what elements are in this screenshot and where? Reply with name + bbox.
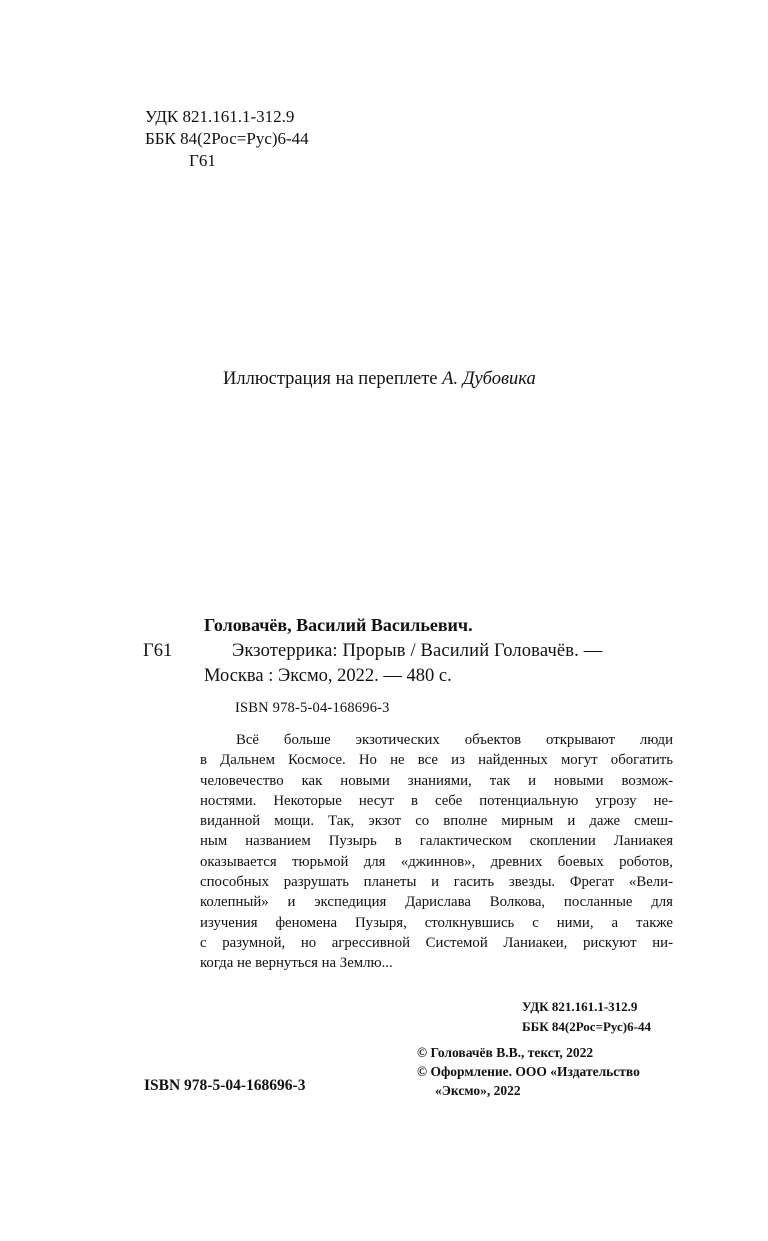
annotation-line: человечество как новыми знаниями, так и новыми возмож-: [200, 772, 673, 789]
annotation-line: ным названием Пузырь в галактическом скоплении Ланиакея: [200, 833, 673, 850]
annotation-line: в Дальнем Космосе. Но не все из найденных могут обогатить: [200, 752, 673, 769]
copyright-design-cont: «Эксмо», 2022: [435, 1083, 521, 1098]
copyright-block: [417, 1043, 640, 1100]
annotation-line: колепный» и экспедиция Дарислава Волкова, посланные для: [200, 894, 673, 911]
annotation-line: Всё больше экзотических объектов открывают люди: [236, 732, 673, 748]
bbk-code: ББК 84(2Рос=Рус)6-44: [145, 129, 309, 148]
annotation-line: ностями. Некоторые несут в себе потенциальную угрозу не-: [200, 792, 673, 809]
copyright-design: © Оформление. ООО «Издательство: [417, 1064, 640, 1079]
annotation-line: с разумной, но агрессивной Системой Ланиакеи, рискуют ни-: [200, 934, 673, 951]
classification-block-bottom: [522, 997, 651, 1037]
bbk-code-bottom: ББК 84(2Рос=Рус)6-44: [522, 1019, 651, 1034]
udk-code: УДК 821.161.1-312.9: [145, 107, 295, 126]
annotation-line: оказывается тюрьмой для «джиннов», древних боевых роботов,: [200, 853, 673, 870]
bibliographic-title-line: Экзотеррика: Прорыв / Василий Головачёв. —: [232, 641, 603, 661]
annotation-line: способных разрушать планеты и гасить звезды. Фрегат «Вели-: [200, 874, 673, 891]
author-mark-top: Г61: [189, 151, 216, 170]
annotation-text: [200, 730, 673, 974]
bibliographic-imprint-line: Москва : Эксмо, 2022. — 480 с.: [204, 666, 452, 686]
illustration-prefix: Иллюстрация на переплете: [223, 369, 443, 389]
bibliographic-author: Головачёв, Василий Васильевич.: [204, 615, 473, 635]
isbn-bottom: ISBN 978-5-04-168696-3: [144, 1077, 306, 1094]
copyright-text: © Головачёв В.В., текст, 2022: [417, 1045, 594, 1060]
illustration-artist: А. Дубовика: [442, 369, 536, 389]
bibliographic-isbn: ISBN 978-5-04-168696-3: [235, 700, 390, 716]
classification-block-top: [145, 106, 309, 150]
udk-code-bottom: УДК 821.161.1-312.9: [522, 999, 638, 1014]
illustration-credit: [223, 369, 536, 390]
annotation-line: когда не вернуться на Землю...: [200, 955, 393, 972]
annotation-line: виданной мощи. Так, экзот со вполне мирным и даже смеш-: [200, 813, 673, 830]
annotation-line: изучения феномена Пузыря, столкнувшись с ними, а также: [200, 914, 673, 931]
author-mark: Г61: [143, 641, 173, 661]
